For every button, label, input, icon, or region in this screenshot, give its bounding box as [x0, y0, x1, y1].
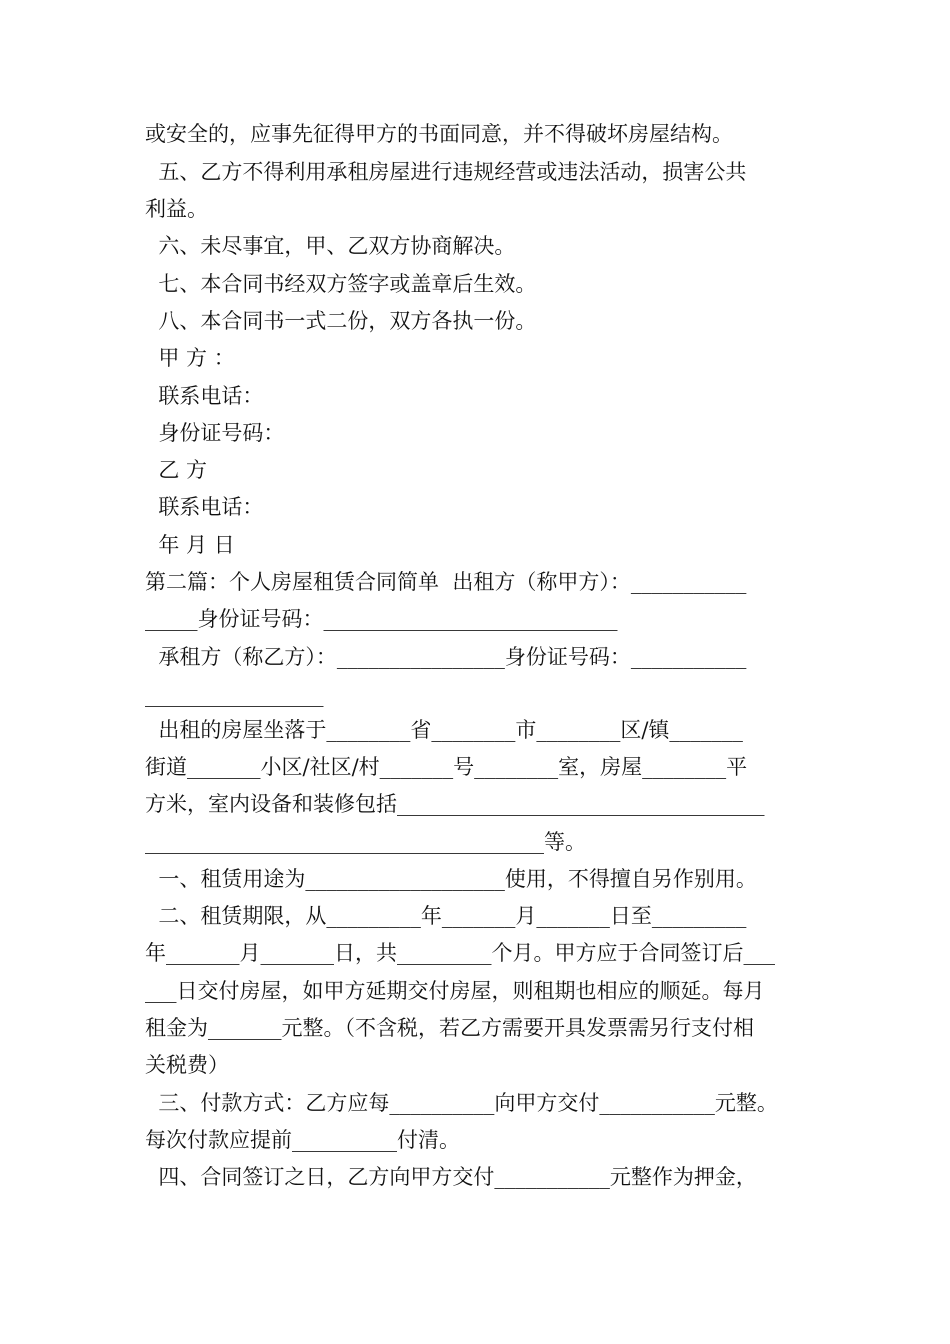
text-line: ___日交付房屋，如甲方延期交付房屋，则租期也相应的顺延。每月 [145, 979, 765, 1003]
text-line: 第二篇：个人房屋租赁合同简单 出租方（称甲方）：___________ [145, 570, 747, 594]
text-line: 联系电话： [145, 384, 264, 408]
text-line: 每次付款应提前__________付清。 [145, 1128, 460, 1152]
text-line: 六、未尽事宜，甲、乙双方协商解决。 [145, 234, 516, 258]
text-line: 五、乙方不得利用承租房屋进行违规经营或违法活动，损害公共 [145, 160, 747, 184]
text-line: 年 月 日 [145, 533, 235, 557]
text-line: 联系电话： [145, 495, 264, 519]
text-line: 年_______月_______日，共_________个月。甲方应于合同签订后___ [145, 941, 775, 965]
text-line: 或安全的，应事先征得甲方的书面同意，并不得破坏房屋结构。 [145, 122, 733, 146]
text-line: 出租的房屋坐落于________省________市________区/镇_______ [145, 718, 743, 742]
text-line: 方米，室内设备和装修包括___________________________________ [145, 792, 765, 816]
text-line: 街道_______小区/社区/村_______号________室，房屋________平 [145, 755, 748, 779]
text-line: 利益。 [145, 197, 208, 221]
text-line: 八、本合同书一式二份，双方各执一份。 [145, 309, 537, 333]
text-line: 身份证号码： [145, 421, 285, 445]
text-line: _____身份证号码：____________________________ [145, 607, 618, 631]
text-line: 租金为_______元整。（不含税，若乙方需要开具发票需另行支付相 [145, 1016, 754, 1040]
text-line: 甲 方 ： [145, 346, 235, 370]
text-line: 承租方（称乙方）：________________身份证号码：___________ [145, 645, 747, 669]
text-line: 二、租赁期限，从_________年_______月_______日至_________ [145, 904, 747, 928]
text-line: 三、付款方式：乙方应每__________向甲方交付___________元整。 [145, 1091, 778, 1115]
text-line: 乙 方 [145, 458, 208, 482]
text-line: 四、合同签订之日，乙方向甲方交付___________元整作为押金， [145, 1165, 757, 1189]
text-line: _________________ [145, 683, 324, 707]
text-line: 关税费） [145, 1053, 229, 1077]
text-line: 七、本合同书经双方签字或盖章后生效。 [145, 272, 537, 296]
text-line: ______________________________________等。 [145, 830, 586, 854]
text-line: 一、租赁用途为___________________使用，不得擅自另作别用。 [145, 867, 757, 891]
